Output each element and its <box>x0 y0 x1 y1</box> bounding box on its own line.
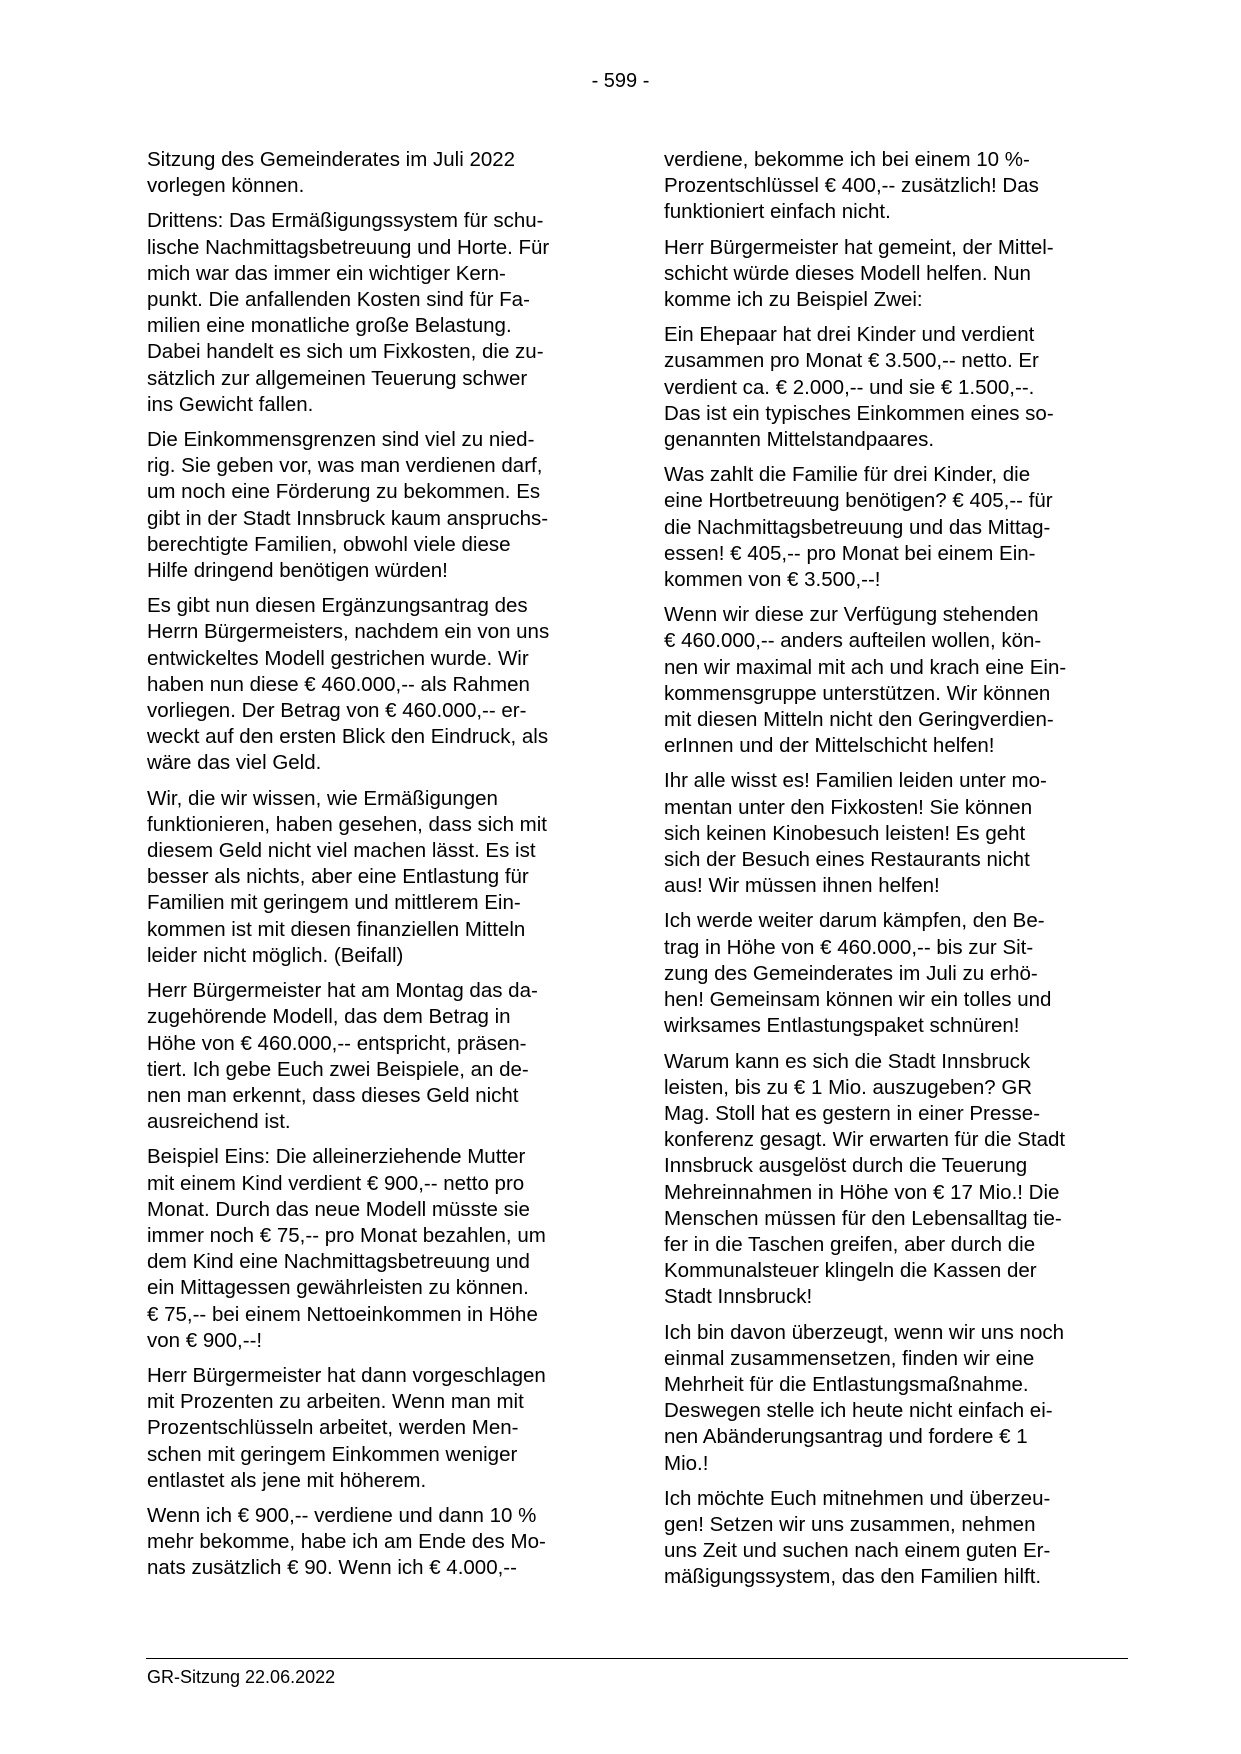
paragraph: Drittens: Das Ermäßigungssystem für schu- lische Nachmittagsbetreuung und Horte. Für mich war das immer ein wichtiger Kern- punkt. Die anfallenden Kosten sind für Fa- milien eine monatliche große Belastung. Dabei handelt es sich um Fixkosten, die zu- sätzlich zur allgemeinen Teuerung schwer ins Gewicht fallen. <box>147 209 550 416</box>
paragraph: Herr Bürgermeister hat dann vorgeschlagen mit Prozenten zu arbeiten. Wenn man mit Prozentschlüsseln arbeitet, werden Men- schen mit geringem Einkommen weniger entlastet als jene mit höherem. <box>147 1363 546 1492</box>
paragraph: Es gibt nun diesen Ergänzungsantrag des Herrn Bürgermeisters, nachdem ein von uns entwickeltes Modell gestrichen wurde. Wir haben nun diese € 460.000,-- als Rahmen vorliegen. Der Betrag von € 460.000,-- er- weckt auf den ersten Blick den Eindruck, als wäre das viel Geld. <box>147 594 550 775</box>
paragraph: Ich werde weiter darum kämpfen, den Be- trag in Höhe von € 460.000,-- bis zur Sit- zung des Gemeinderates im Juli zu erhö- hen! Gemeinsam können wir ein tolles und wirksames Entlastungspaket schnüren! <box>664 909 1052 1038</box>
paragraph: Was zahlt die Familie für drei Kinder, die eine Hortbetreuung benötigen? € 405,-- für die Nachmittagsbetreuung und das Mittag- essen! € 405,-- pro Monat bei einem Ein- kommen von € 3.500,--! <box>664 463 1053 592</box>
paragraph: Ihr alle wisst es! Familien leiden unter mo- mentan unter den Fixkosten! Sie können sich keinen Kinobesuch leisten! Es geht sich der Besuch eines Restaurants nicht aus! Wir müssen ihnen helfen! <box>664 769 1047 898</box>
paragraph: Ein Ehepaar hat drei Kinder und verdient zusammen pro Monat € 3.500,-- netto. Er verdient ca. € 2.000,-- und sie € 1.500,--. Das ist ein typisches Einkommen eines so- genannten Mittelstandpaares. <box>664 323 1054 452</box>
left-text-column <box>147 147 602 1591</box>
paragraph: Herr Bürgermeister hat gemeint, der Mittel- schicht würde dieses Modell helfen. Nun komme ich zu Beispiel Zwei: <box>664 235 1054 312</box>
paragraph: Die Einkommensgrenzen sind viel zu nied- rig. Sie geben vor, was man verdienen darf, um noch eine Förderung zu bekommen. Es gibt in der Stadt Innsbruck kaum anspruchs- berechtigte Familien, obwohl viele diese Hilfe dringend benötigen würden! <box>147 428 549 583</box>
paragraph: Wenn wir diese zur Verfügung stehenden € 460.000,-- anders aufteilen wollen, kön- nen wir maximal mit ach und krach eine Ein- kommensgruppe unterstützen. Wir können mit diesen Mitteln nicht den Geringverdien- erInnen und der Mittelschicht helfen! <box>664 603 1067 758</box>
footer-text: GR-Sitzung 22.06.2022 <box>147 1667 336 1687</box>
paragraph: Wenn ich € 900,-- verdiene und dann 10 % mehr bekomme, habe ich am Ende des Mo- nats zusätzlich € 90. Wenn ich € 4.000,-- <box>147 1503 546 1580</box>
paragraph: Ich möchte Euch mitnehmen und überzeu- gen! Setzen wir uns zusammen, nehmen uns Zeit und suchen nach einem guten Er- mäßigungssystem, das den Familien hilft. <box>664 1486 1051 1589</box>
page-number: - 599 - <box>591 70 650 92</box>
paragraph: verdiene, bekomme ich bei einem 10 %- Prozentschlüssel € 400,-- zusätzlich! Das funktioniert einfach nicht. <box>664 148 1039 224</box>
footer-divider <box>146 1658 1128 1659</box>
paragraph: Herr Bürgermeister hat am Montag das da- zugehörende Modell, das dem Betrag in Höhe von € 460.000,-- entspricht, präsen- tiert. Ich gebe Euch zwei Beispiele, an de- nen man erkennt, dass dieses Geld nicht ausreichend ist. <box>147 979 538 1134</box>
paragraph: Warum kann es sich die Stadt Innsbruck leisten, bis zu € 1 Mio. auszugeben? GR Mag. Stoll hat es gestern in einer Presse- konferenz gesagt. Wir erwarten für die Stadt Innsbruck ausgelöst durch die Teuerung Mehreinnahmen in Höhe von € 17 Mio.! Die Menschen müssen für den Lebensalltag tie- fer in die Taschen greifen, aber durch die Kommunalsteuer klingeln die Kassen der Stadt Innsbruck! <box>664 1049 1066 1309</box>
right-text-column <box>664 147 1124 1600</box>
paragraph: Ich bin davon überzeugt, wenn wir uns noch einmal zusammensetzen, finden wir eine Mehrheit für die Entlastungsmaßnahme. Deswegen stelle ich heute nicht einfach ei- nen Abänderungsantrag und fordere € 1 Mio.! <box>664 1320 1065 1475</box>
paragraph: Beispiel Eins: Die alleinerziehende Mutter mit einem Kind verdient € 900,-- netto pro Monat. Durch das neue Modell müsste sie immer noch € 75,-- pro Monat bezahlen, um dem Kind eine Nachmittagsbetreuung und ein Mittagessen gewährleisten zu können. € 75,-- bei einem Nettoeinkommen in Höhe von € 900,--! <box>147 1145 546 1352</box>
paragraph: Wir, die wir wissen, wie Ermäßigungen funktionieren, haben gesehen, dass sich mit diesem Geld nicht viel machen lässt. Es ist besser als nichts, aber eine Entlastung für Familien mit geringem und mittlerem Ein- kommen ist mit diesen finanziellen Mitteln leider nicht möglich. (Beifall) <box>147 786 548 967</box>
paragraph: Sitzung des Gemeinderates im Juli 2022 vorlegen können. <box>147 148 516 198</box>
